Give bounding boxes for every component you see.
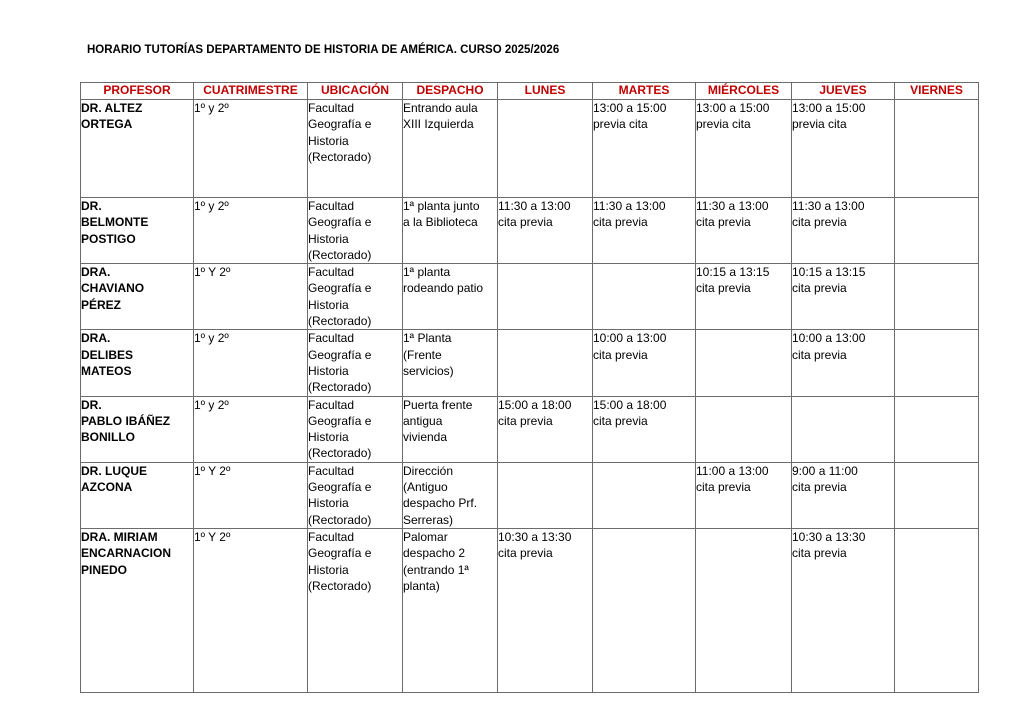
cell-miercoles: 10:15 a 13:15 cita previa [696,264,792,330]
cell-cuatrimestre: 1º Y 2º [194,528,308,692]
cell-cuatrimestre: 1º Y 2º [194,264,308,330]
cell-cuatrimestre: 1º y 2º [194,330,308,396]
header-profesor: PROFESOR [81,83,194,100]
cell-miercoles [696,528,792,692]
cell-viernes [895,396,979,462]
cell-lunes [498,264,593,330]
cell-jueves [792,396,895,462]
header-cuatrimestre: CUATRIMESTRE [194,83,308,100]
cell-miercoles [696,330,792,396]
header-despacho: DESPACHO [403,83,498,100]
cell-jueves: 10:30 a 13:30 cita previa [792,528,895,692]
cell-despacho: Palomar despacho 2 (entrando 1ª planta) [403,528,498,692]
table-row [81,198,979,264]
cell-miercoles: 11:00 a 13:00 cita previa [696,462,792,528]
cell-martes [593,528,696,692]
cell-despacho: 1ª Planta (Frente servicios) [403,330,498,396]
cell-ubicacion: Facultad Geografía e Historia (Rectorado) [308,330,403,396]
cell-lunes [498,330,593,396]
cell-jueves: 10:00 a 13:00 cita previa [792,330,895,396]
cell-ubicacion: Facultad Geografía e Historia (Rectorado) [308,264,403,330]
table-row [81,396,979,462]
cell-jueves: 9:00 a 11:00 cita previa [792,462,895,528]
cell-lunes: 11:30 a 13:00 cita previa [498,198,593,264]
table-row [81,330,979,396]
cell-viernes [895,264,979,330]
cell-miercoles: 11:30 a 13:00 cita previa [696,198,792,264]
header-jueves: JUEVES [792,83,895,100]
cell-despacho: Dirección (Antiguo despacho Prf. Serreras) [403,462,498,528]
cell-martes [593,264,696,330]
cell-profesor: DRA. MIRIAM ENCARNACION PINEDO [81,528,194,692]
cell-cuatrimestre: 1º y 2º [194,100,308,198]
cell-miercoles: 13:00 a 15:00 previa cita [696,100,792,198]
table-row [81,462,979,528]
table-row [81,528,979,692]
cell-despacho: 1ª planta rodeando patio [403,264,498,330]
cell-martes: 15:00 a 18:00 cita previa [593,396,696,462]
cell-viernes [895,198,979,264]
header-viernes: VIERNES [895,83,979,100]
cell-ubicacion: Facultad Geografía e Historia (Rectorado) [308,396,403,462]
cell-ubicacion: Facultad Geografía e Historia (Rectorado) [308,462,403,528]
cell-jueves: 13:00 a 15:00 previa cita [792,100,895,198]
header-miercoles: MIÉRCOLES [696,83,792,100]
cell-martes [593,462,696,528]
header-lunes: LUNES [498,83,593,100]
cell-cuatrimestre: 1º Y 2º [194,462,308,528]
cell-ubicacion: Facultad Geografía e Historia (Rectorado) [308,100,403,198]
cell-profesor: DR. PABLO IBÁÑEZ BONILLO [81,396,194,462]
cell-viernes [895,330,979,396]
cell-jueves: 10:15 a 13:15 cita previa [792,264,895,330]
cell-despacho: Entrando aula XIII Izquierda [403,100,498,198]
header-ubicacion: UBICACIÓN [308,83,403,100]
cell-martes: 10:00 a 13:00 cita previa [593,330,696,396]
header-martes: MARTES [593,83,696,100]
cell-profesor: DR. BELMONTE POSTIGO [81,198,194,264]
table-row [81,100,979,198]
cell-profesor: DRA. CHAVIANO PÉREZ [81,264,194,330]
cell-viernes [895,100,979,198]
cell-profesor: DRA. DELIBES MATEOS [81,330,194,396]
cell-despacho: Puerta frente antigua vivienda [403,396,498,462]
table-row [81,264,979,330]
cell-despacho: 1ª planta junto a la Biblioteca [403,198,498,264]
cell-cuatrimestre: 1º y 2º [194,396,308,462]
cell-jueves: 11:30 a 13:00 cita previa [792,198,895,264]
document-title: HORARIO TUTORÍAS DEPARTAMENTO DE HISTORIA DE AMÉRICA. CURSO 2025/2026 [87,44,560,56]
cell-ubicacion: Facultad Geografía e Historia (Rectorado) [308,528,403,692]
cell-profesor: DR. ALTEZ ORTEGA [81,100,194,198]
cell-martes: 13:00 a 15:00 previa cita [593,100,696,198]
cell-profesor: DR. LUQUE AZCONA [81,462,194,528]
cell-lunes: 15:00 a 18:00 cita previa [498,396,593,462]
cell-miercoles [696,396,792,462]
cell-lunes: 10:30 a 13:30 cita previa [498,528,593,692]
cell-ubicacion: Facultad Geografía e Historia (Rectorado) [308,198,403,264]
cell-viernes [895,528,979,692]
cell-cuatrimestre: 1º y 2º [194,198,308,264]
cell-viernes [895,462,979,528]
cell-lunes [498,100,593,198]
header-row [81,83,979,100]
tutoring-schedule-table [80,82,979,693]
cell-lunes [498,462,593,528]
cell-martes: 11:30 a 13:00 cita previa [593,198,696,264]
